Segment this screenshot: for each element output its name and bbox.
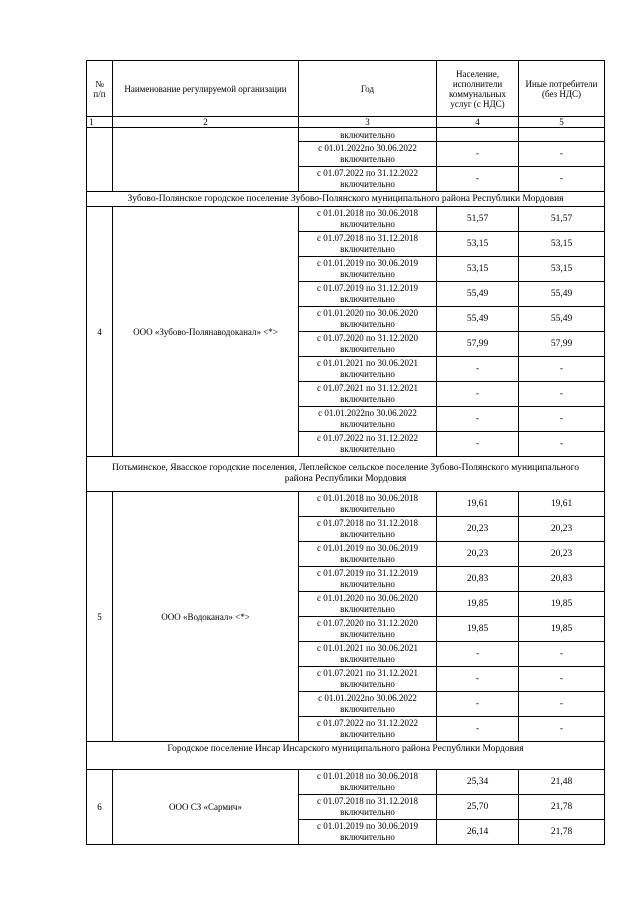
period-cell: с 01.07.2018 по 31.12.2018 включительно bbox=[299, 795, 437, 820]
region-row bbox=[87, 742, 605, 770]
population-tariff: - bbox=[437, 407, 519, 432]
other-tariff bbox=[519, 128, 605, 142]
population-tariff: 19,85 bbox=[437, 617, 519, 642]
organization-cell bbox=[113, 128, 299, 192]
column-index: 3 bbox=[299, 117, 437, 128]
period-cell: с 01.01.2022по 30.06.2022 включительно bbox=[299, 407, 437, 432]
region-row bbox=[87, 457, 605, 492]
period-cell: с 01.01.2019 по 30.06.2019 включительно bbox=[299, 542, 437, 567]
population-tariff: 55,49 bbox=[437, 282, 519, 307]
period-cell: с 01.07.2022 по 31.12.2022 включительно bbox=[299, 717, 437, 742]
region-title: Потьминское, Явасское городские поселения, Леплейское сельское поселение Зубово-Полянского муниципального района Республики Мордовия bbox=[87, 457, 605, 492]
period-cell: с 01.07.2018 по 31.12.2018 включительно bbox=[299, 232, 437, 257]
period-cell: с 01.01.2019 по 30.06.2019 включительно bbox=[299, 820, 437, 845]
population-tariff: 51,57 bbox=[437, 207, 519, 232]
column-index: 4 bbox=[437, 117, 519, 128]
table-row bbox=[87, 770, 605, 795]
other-tariff: - bbox=[519, 382, 605, 407]
period-cell: с 01.07.2020 по 31.12.2020 включительно bbox=[299, 617, 437, 642]
region-title: Зубово-Полянское городское поселение Зубово-Полянского муниципального района Республики Мордовия bbox=[87, 192, 605, 207]
other-tariff: - bbox=[519, 642, 605, 667]
other-tariff: 20,23 bbox=[519, 542, 605, 567]
tariff-table bbox=[86, 60, 605, 845]
other-tariff: 20,23 bbox=[519, 517, 605, 542]
other-tariff: 57,99 bbox=[519, 332, 605, 357]
other-tariff: 53,15 bbox=[519, 257, 605, 282]
population-tariff: 25,34 bbox=[437, 770, 519, 795]
other-tariff: 55,49 bbox=[519, 307, 605, 332]
period-cell: с 01.01.2019 по 30.06.2019 включительно bbox=[299, 257, 437, 282]
organization-cell: ООО «Водоканал» <*> bbox=[113, 492, 299, 742]
column-index: 1 bbox=[87, 117, 113, 128]
other-tariff: - bbox=[519, 407, 605, 432]
other-tariff: - bbox=[519, 667, 605, 692]
population-tariff: - bbox=[437, 642, 519, 667]
period-cell: с 01.01.2018 по 30.06.2018 включительно bbox=[299, 207, 437, 232]
population-tariff: 19,61 bbox=[437, 492, 519, 517]
population-tariff: 55,49 bbox=[437, 307, 519, 332]
period-cell: с 01.07.2020 по 31.12.2020 включительно bbox=[299, 332, 437, 357]
header-year: Год bbox=[299, 61, 437, 117]
header-other-consumers: Иные потребители (без НДС) bbox=[519, 61, 605, 117]
population-tariff: 20,83 bbox=[437, 567, 519, 592]
period-cell: с 01.01.2021 по 30.06.2021 включительно bbox=[299, 357, 437, 382]
period-cell: с 01.07.2019 по 31.12.2019 включительно bbox=[299, 282, 437, 307]
table-header-row bbox=[87, 61, 605, 117]
other-tariff: 19,61 bbox=[519, 492, 605, 517]
region-row bbox=[87, 192, 605, 207]
other-tariff: 53,15 bbox=[519, 232, 605, 257]
other-tariff: 51,57 bbox=[519, 207, 605, 232]
population-tariff: - bbox=[437, 717, 519, 742]
other-tariff: 19,85 bbox=[519, 592, 605, 617]
population-tariff: 57,99 bbox=[437, 332, 519, 357]
organization-cell: ООО СЗ «Сармич» bbox=[113, 770, 299, 845]
population-tariff: 25,70 bbox=[437, 795, 519, 820]
population-tariff: - bbox=[437, 357, 519, 382]
period-cell: с 01.07.2019 по 31.12.2019 включительно bbox=[299, 567, 437, 592]
number-cell: 4 bbox=[87, 207, 113, 457]
population-tariff: - bbox=[437, 692, 519, 717]
region-title: Городское поселение Инсар Инсарского муниципального района Республики Мордовия bbox=[87, 742, 605, 770]
population-tariff: 20,23 bbox=[437, 542, 519, 567]
period-cell: с 01.01.2020 по 30.06.2020 включительно bbox=[299, 307, 437, 332]
column-index: 5 bbox=[519, 117, 605, 128]
table-row bbox=[87, 207, 605, 232]
number-cell bbox=[87, 128, 113, 192]
other-tariff: 19,85 bbox=[519, 617, 605, 642]
other-tariff: - bbox=[519, 142, 605, 167]
population-tariff: - bbox=[437, 167, 519, 192]
population-tariff: - bbox=[437, 382, 519, 407]
column-index: 2 bbox=[113, 117, 299, 128]
header-number: № п/п bbox=[87, 61, 113, 117]
other-tariff: 21,78 bbox=[519, 820, 605, 845]
table-row bbox=[87, 492, 605, 517]
other-tariff: - bbox=[519, 717, 605, 742]
number-cell: 5 bbox=[87, 492, 113, 742]
period-cell: с 01.07.2021 по 31.12.2021 включительно bbox=[299, 382, 437, 407]
organization-cell: ООО «Зубово-Полянаводоканал» <*> bbox=[113, 207, 299, 457]
population-tariff: 20,23 bbox=[437, 517, 519, 542]
other-tariff: 21,48 bbox=[519, 770, 605, 795]
period-cell: с 01.01.2018 по 30.06.2018 включительно bbox=[299, 492, 437, 517]
column-index-row bbox=[87, 117, 605, 128]
period-cell: с 01.01.2022по 30.06.2022 включительно bbox=[299, 692, 437, 717]
other-tariff: - bbox=[519, 357, 605, 382]
number-cell: 6 bbox=[87, 770, 113, 845]
population-tariff: - bbox=[437, 142, 519, 167]
other-tariff: 21,78 bbox=[519, 795, 605, 820]
continuation-row bbox=[87, 128, 605, 142]
other-tariff: - bbox=[519, 692, 605, 717]
population-tariff: - bbox=[437, 667, 519, 692]
period-cell: с 01.01.2021 по 30.06.2021 включительно bbox=[299, 642, 437, 667]
period-cell: с 01.01.2018 по 30.06.2018 включительно bbox=[299, 770, 437, 795]
other-tariff: 20,83 bbox=[519, 567, 605, 592]
population-tariff: 53,15 bbox=[437, 232, 519, 257]
period-cell: с 01.07.2022 по 31.12.2022 включительно bbox=[299, 432, 437, 457]
other-tariff: - bbox=[519, 167, 605, 192]
other-tariff: 55,49 bbox=[519, 282, 605, 307]
header-organization: Наименование регулируемой организации bbox=[113, 61, 299, 117]
period-cell: с 01.07.2022 по 31.12.2022 включительно bbox=[299, 167, 437, 192]
population-tariff: 53,15 bbox=[437, 257, 519, 282]
header-population: Население, исполнители коммунальных услуг (с НДС) bbox=[437, 61, 519, 117]
population-tariff: 26,14 bbox=[437, 820, 519, 845]
population-tariff bbox=[437, 128, 519, 142]
period-cell: с 01.07.2021 по 31.12.2021 включительно bbox=[299, 667, 437, 692]
population-tariff: - bbox=[437, 432, 519, 457]
population-tariff: 19,85 bbox=[437, 592, 519, 617]
period-cell: включительно bbox=[299, 128, 437, 142]
period-cell: с 01.01.2022по 30.06.2022 включительно bbox=[299, 142, 437, 167]
period-cell: с 01.07.2018 по 31.12.2018 включительно bbox=[299, 517, 437, 542]
period-cell: с 01.01.2020 по 30.06.2020 включительно bbox=[299, 592, 437, 617]
other-tariff: - bbox=[519, 432, 605, 457]
